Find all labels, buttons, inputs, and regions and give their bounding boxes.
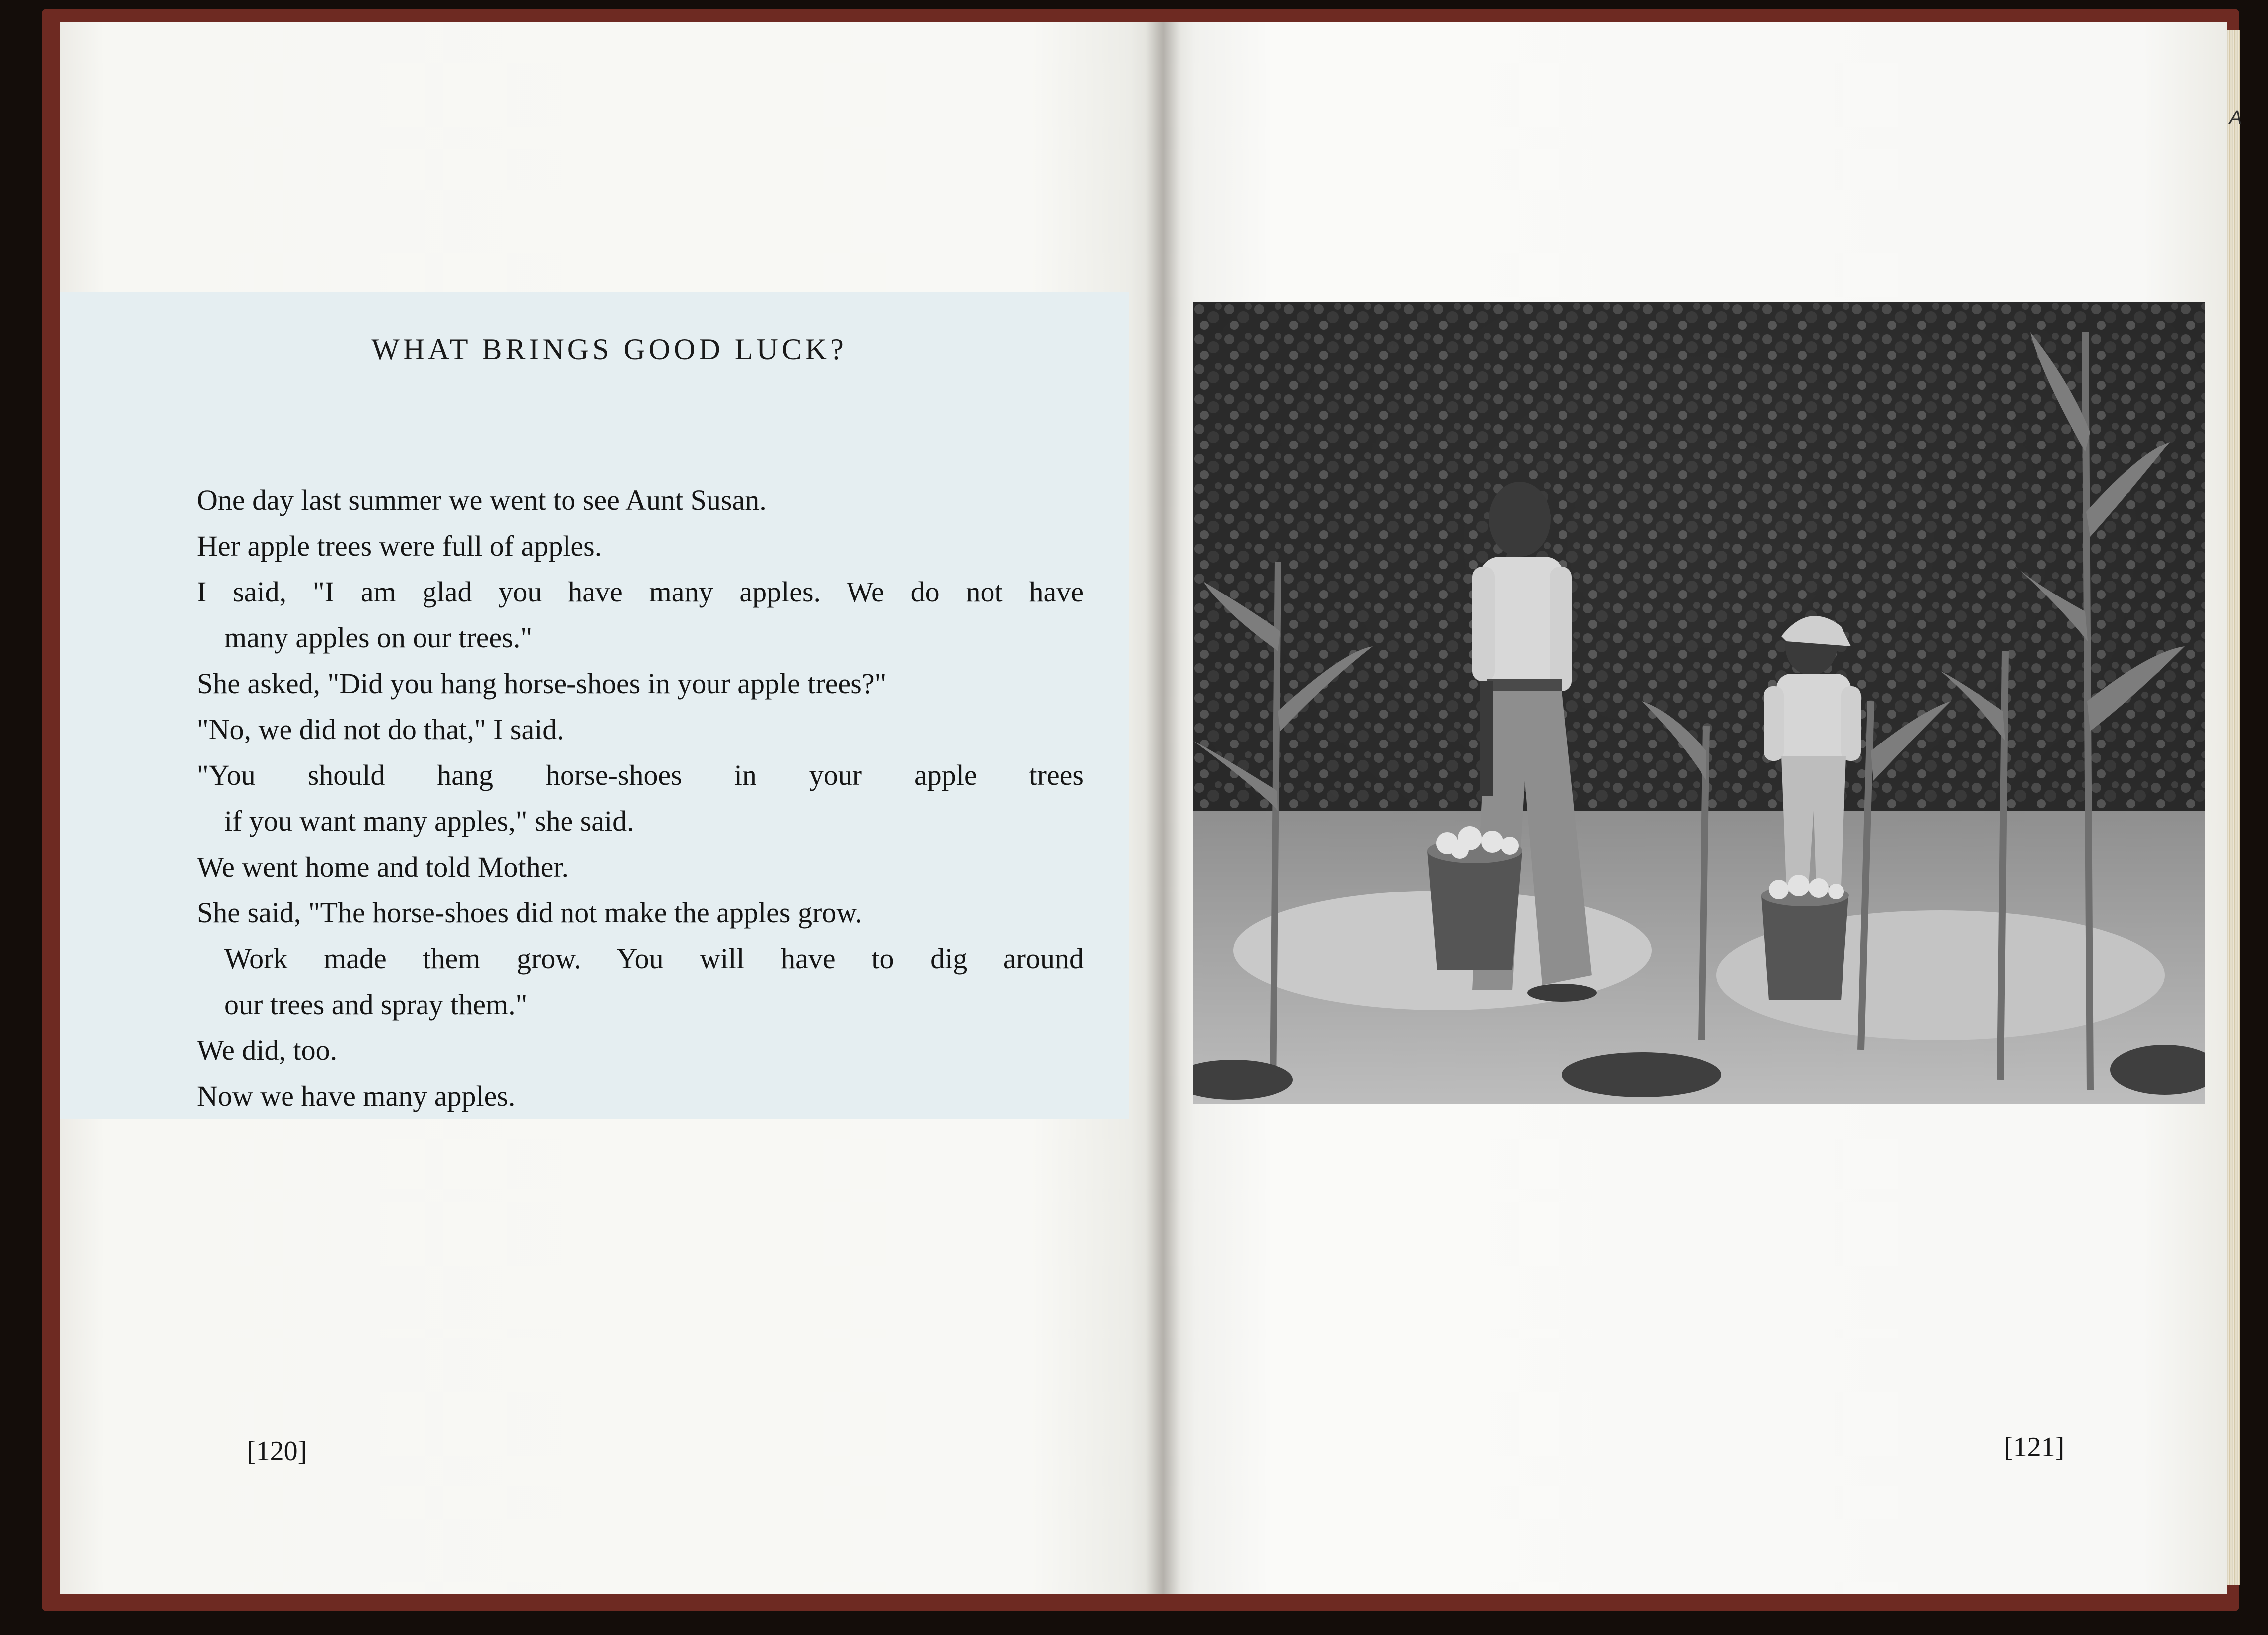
story-line: I said, "I am glad you have many apples. We do not have — [197, 576, 1084, 608]
edge-tab-letter: A — [2229, 107, 2242, 128]
story-line: if you want many apples," she said. — [224, 805, 634, 837]
story-line: We went home and told Mother. — [197, 851, 568, 883]
story-line: "You should hang horse-shoes in your apple trees — [197, 759, 1084, 791]
page-edges — [2227, 30, 2240, 1585]
page-number-right: [121] — [2004, 1432, 2065, 1463]
story-line: We did, too. — [197, 1034, 338, 1066]
story-line: our trees and spray them." — [224, 988, 528, 1021]
story-line: Work made them grow. You will have to dig around — [224, 942, 1084, 975]
book-gutter — [1146, 22, 1181, 1594]
story-line: "No, we did not do that," I said. — [197, 713, 564, 745]
story-line: Now we have many apples. — [197, 1080, 516, 1112]
photograph — [1193, 302, 2205, 1104]
story-line: She asked, "Did you hang horse-shoes in your apple trees?" — [197, 667, 887, 700]
page-number-left: [120] — [247, 1436, 307, 1467]
story-line: Her apple trees were full of apples. — [197, 530, 602, 562]
story-text — [197, 477, 1084, 1119]
story-line: many apples on our trees." — [224, 621, 533, 654]
story-line: She said, "The horse-shoes did not make the apples grow. — [197, 896, 862, 929]
story-line: One day last summer we went to see Aunt Susan. — [197, 484, 767, 516]
photo-two-boys-cornfield-icon — [1193, 302, 2205, 1104]
story-title: WHAT BRINGS GOOD LUCK? — [371, 333, 847, 366]
